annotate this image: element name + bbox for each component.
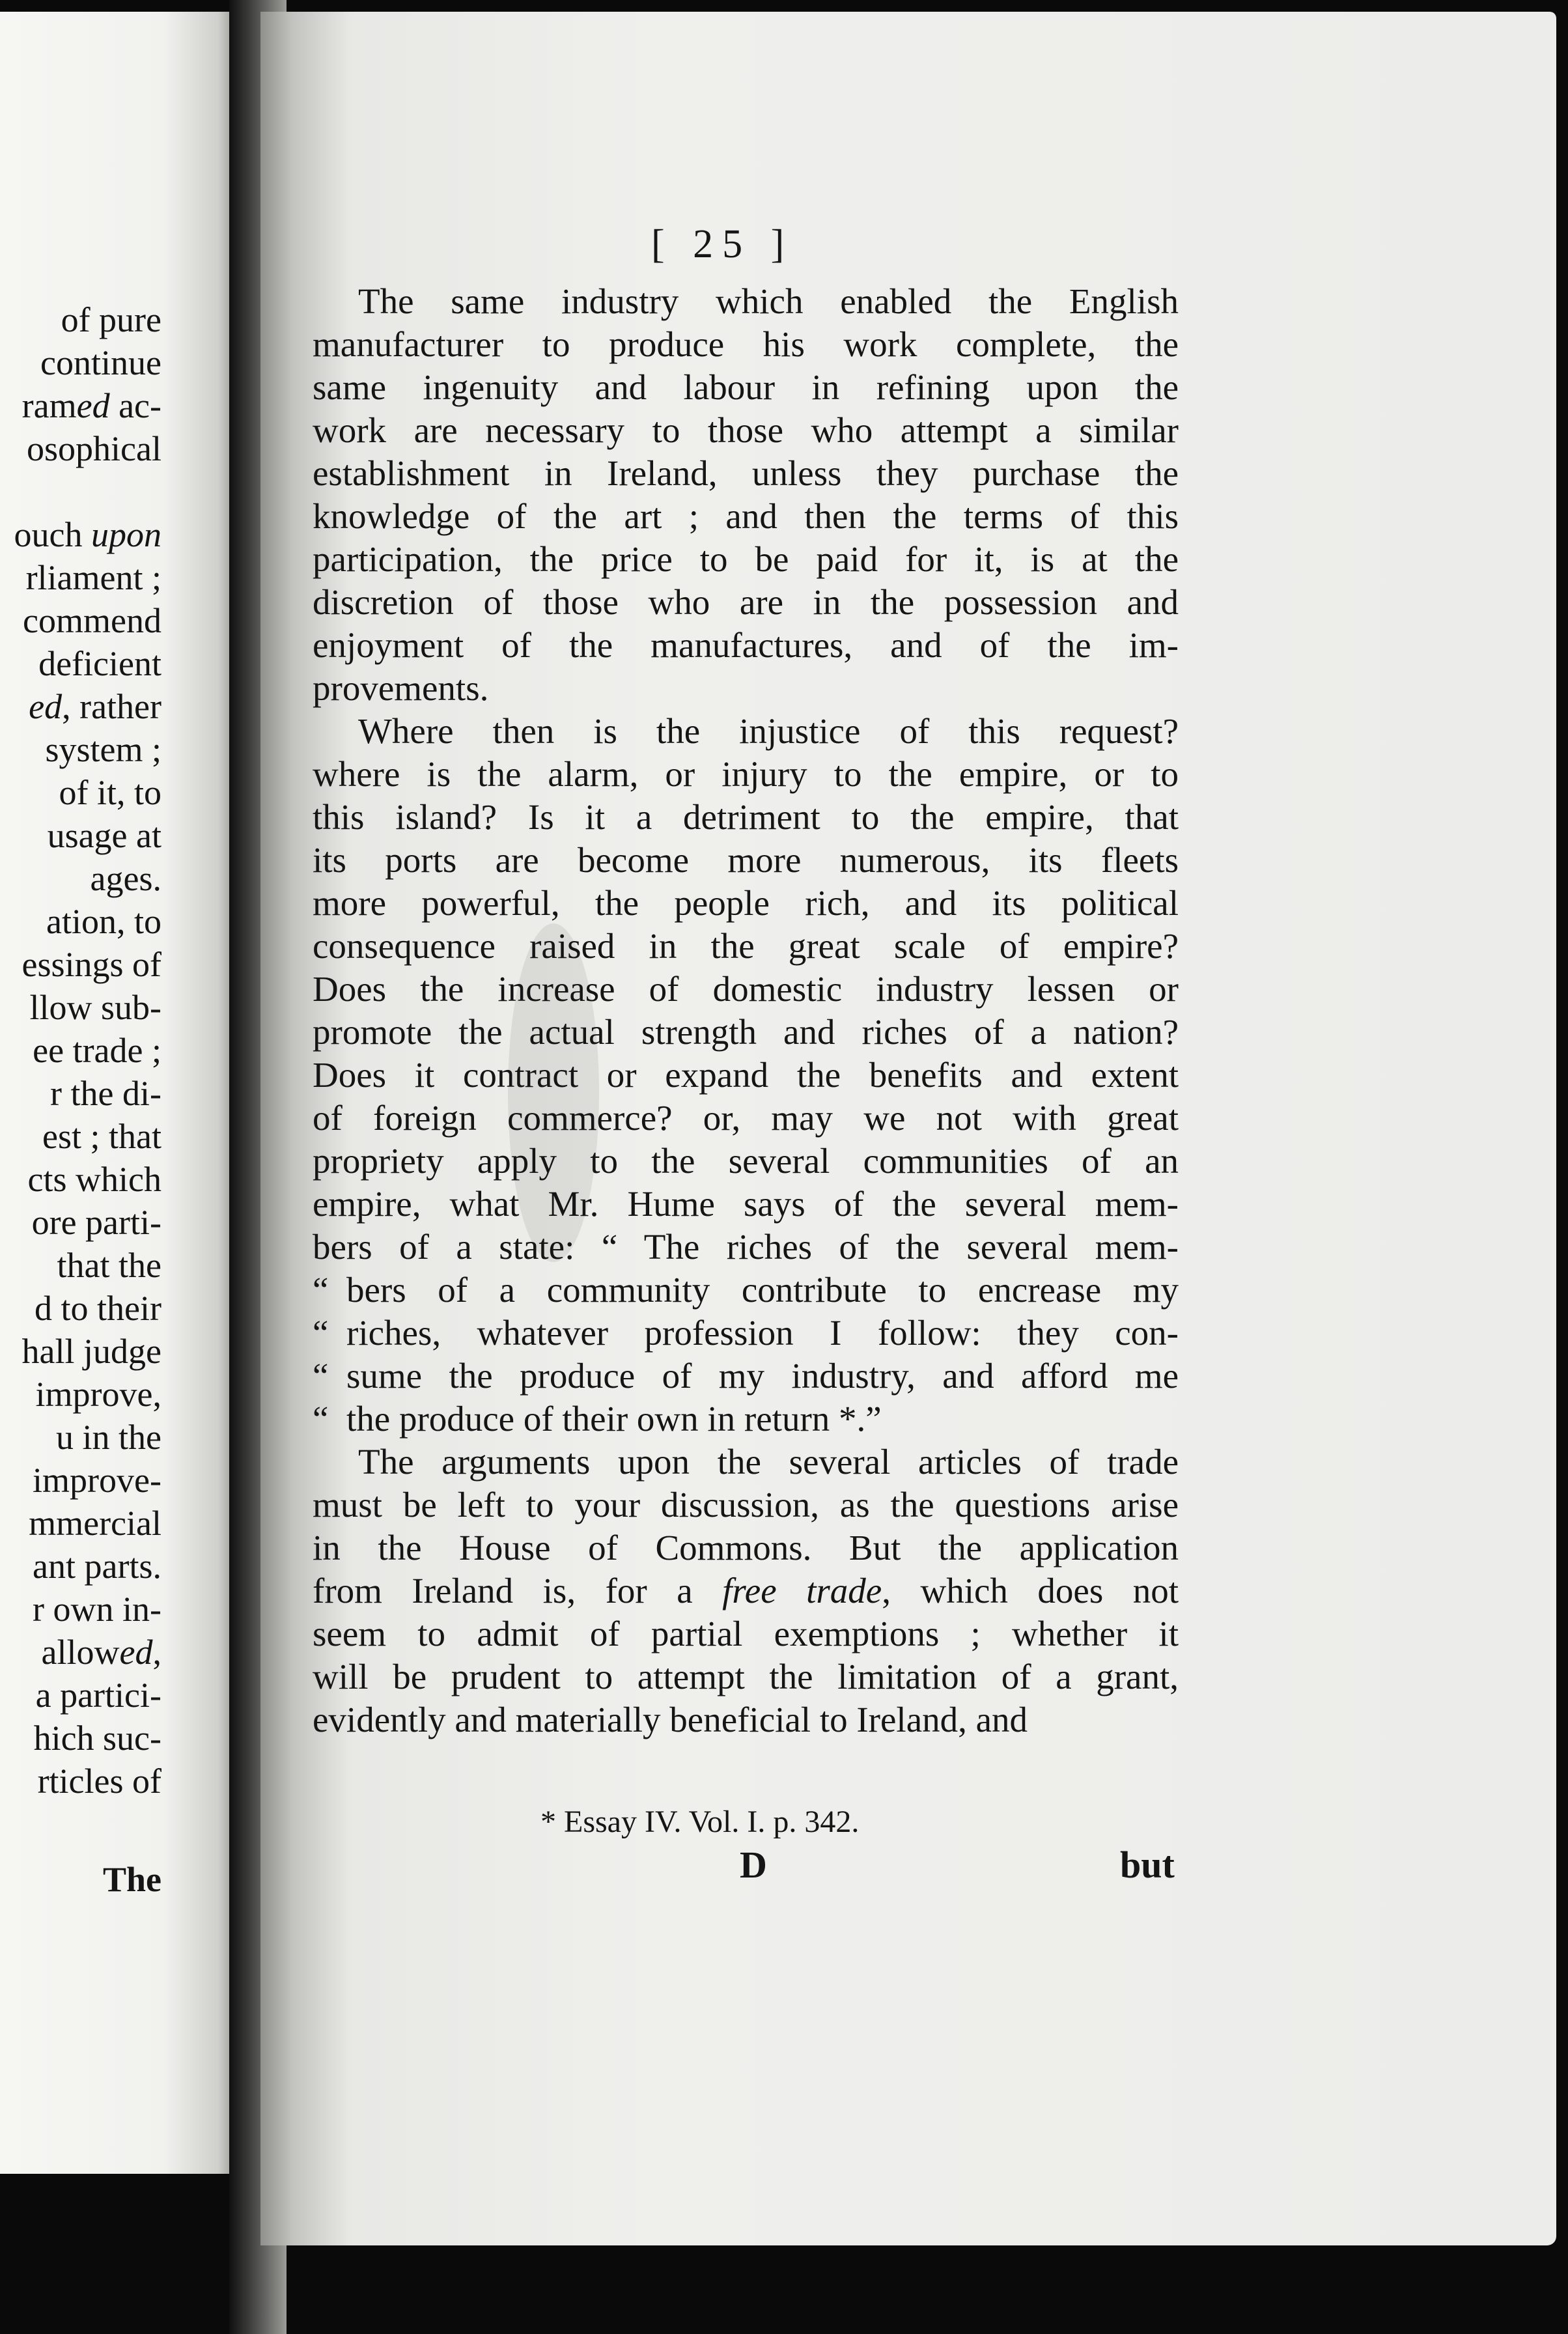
- quoted-line: [313, 1398, 1179, 1441]
- left-page-line: rliament ;: [25, 558, 161, 597]
- left-page-line: essings of: [21, 945, 161, 984]
- text-line: bers of a state: “ The riches of the several mem-: [313, 1227, 1179, 1267]
- text-line: evidently and materially beneficial to Ireland, and: [313, 1700, 1028, 1739]
- left-page-line: continue: [40, 343, 161, 382]
- quote-mark: “: [313, 1270, 329, 1310]
- text-line: work are necessary to those who attempt a similar: [313, 410, 1179, 450]
- left-page-line: rticles of: [37, 1762, 161, 1801]
- text-line: provements.: [313, 668, 489, 708]
- left-page-line: d to their: [35, 1289, 161, 1328]
- left-page-line: ouch upon: [14, 515, 161, 554]
- quoted-line: [313, 1355, 1179, 1398]
- left-page-line: ages.: [90, 859, 161, 898]
- text-line: consequence raised in the great scale of empire?: [313, 926, 1179, 966]
- quote-mark: “: [313, 1313, 329, 1353]
- text-line: this island? Is it a detriment to the empire, that: [313, 797, 1179, 837]
- text-line: will be prudent to attempt the limitation of a grant,: [313, 1657, 1179, 1696]
- left-page-line: a partici-: [35, 1676, 161, 1715]
- text-line: Does the increase of domestic industry lessen or: [313, 969, 1179, 1009]
- quoted-line-text: sume the produce of my industry, and afford me: [346, 1356, 1179, 1396]
- text-line: knowledge of the art ; and then the terms of this: [313, 496, 1179, 536]
- signature-mark: D: [740, 1844, 767, 1886]
- text-line: in the House of Commons. But the application: [313, 1528, 1179, 1568]
- text-line: Where then is the injustice of this request?: [358, 711, 1179, 751]
- text-line: establishment in Ireland, unless they purchase the: [313, 453, 1179, 493]
- text-line: where is the alarm, or injury to the empire, or to: [313, 754, 1179, 794]
- left-page-line: hich suc-: [33, 1719, 161, 1758]
- quote-mark: “: [313, 1356, 329, 1396]
- quoted-line-text: bers of a community contribute to encrease my: [346, 1270, 1179, 1310]
- text-line: participation, the price to be paid for it, is at the: [313, 539, 1179, 579]
- text-line: manufacturer to produce his work complete, the: [313, 324, 1179, 364]
- left-page-line: osophical: [27, 429, 161, 468]
- left-page-line: deficient: [38, 644, 161, 683]
- left-page-line: that the: [57, 1246, 161, 1285]
- quoted-line-text: the produce of their own in return *.”: [346, 1399, 882, 1439]
- left-page-line: allowed,: [41, 1633, 161, 1672]
- text-line: empire, what Mr. Hume says of the several mem-: [313, 1184, 1179, 1224]
- left-page-line: improve,: [35, 1375, 161, 1414]
- left-page-line: ation, to: [46, 902, 161, 941]
- left-page-line: of pure: [61, 300, 161, 339]
- text-line: The same industry which enabled the English: [358, 281, 1179, 321]
- text-line: enjoyment of the manufactures, and of the im-: [313, 625, 1179, 665]
- left-page-line: improve-: [33, 1461, 161, 1500]
- text-line: Does it contract or expand the benefits and extent: [313, 1055, 1179, 1095]
- body-text: [313, 280, 1179, 1741]
- left-page-line: est ; that: [42, 1117, 161, 1156]
- text-line: must be left to your discussion, as the questions arise: [313, 1485, 1179, 1525]
- left-page-line: hall judge: [21, 1332, 161, 1371]
- text-line: discretion of those who are in the possession and: [313, 582, 1179, 622]
- text-line: propriety apply to the several communities of an: [313, 1141, 1179, 1181]
- text-line: of foreign commerce? or, may we not with great: [313, 1098, 1179, 1138]
- text-line: its ports are become more numerous, its fleets: [313, 840, 1179, 880]
- left-catchword: The: [102, 1860, 161, 1899]
- text-line: seem to admit of partial exemptions ; whether it: [313, 1614, 1179, 1653]
- left-page-line: ed, rather: [29, 687, 161, 726]
- text-line: more powerful, the people rich, and its political: [313, 883, 1179, 923]
- text-line: The arguments upon the several articles of trade: [358, 1442, 1179, 1482]
- left-page-line: u in the: [56, 1418, 161, 1457]
- left-page-line: cts which: [27, 1160, 161, 1199]
- text-line: promote the actual strength and riches of a nation?: [313, 1012, 1179, 1052]
- left-page-line: r own in-: [33, 1590, 161, 1629]
- catchword: but: [1120, 1844, 1175, 1886]
- text-line: same ingenuity and labour in refining upon the: [313, 367, 1179, 407]
- page-number: [ 25 ]: [651, 222, 794, 266]
- left-page-line: r the di-: [50, 1074, 161, 1113]
- left-page-line: commend: [23, 601, 161, 640]
- left-page: [0, 12, 234, 2174]
- quote-mark: “: [313, 1399, 329, 1439]
- quoted-line: [313, 1312, 1179, 1355]
- text-line: from Ireland is, for a free trade, which does not: [313, 1571, 1179, 1610]
- footnote: * Essay IV. Vol. I. p. 342.: [540, 1805, 860, 1839]
- left-page-line: ee trade ;: [33, 1031, 161, 1070]
- quoted-line-text: riches, whatever profession I follow: they con-: [346, 1313, 1179, 1353]
- left-page-line: usage at: [47, 816, 161, 855]
- left-page-line: mmercial: [29, 1504, 161, 1543]
- left-page-line: system ;: [45, 730, 161, 769]
- left-page-line: of it, to: [59, 773, 161, 812]
- left-page-line: ore parti-: [31, 1203, 161, 1242]
- left-page-line: ramed ac-: [21, 386, 161, 425]
- left-page-line: ant parts.: [33, 1547, 161, 1586]
- left-page-line: llow sub-: [29, 988, 161, 1027]
- quoted-line: [313, 1269, 1179, 1312]
